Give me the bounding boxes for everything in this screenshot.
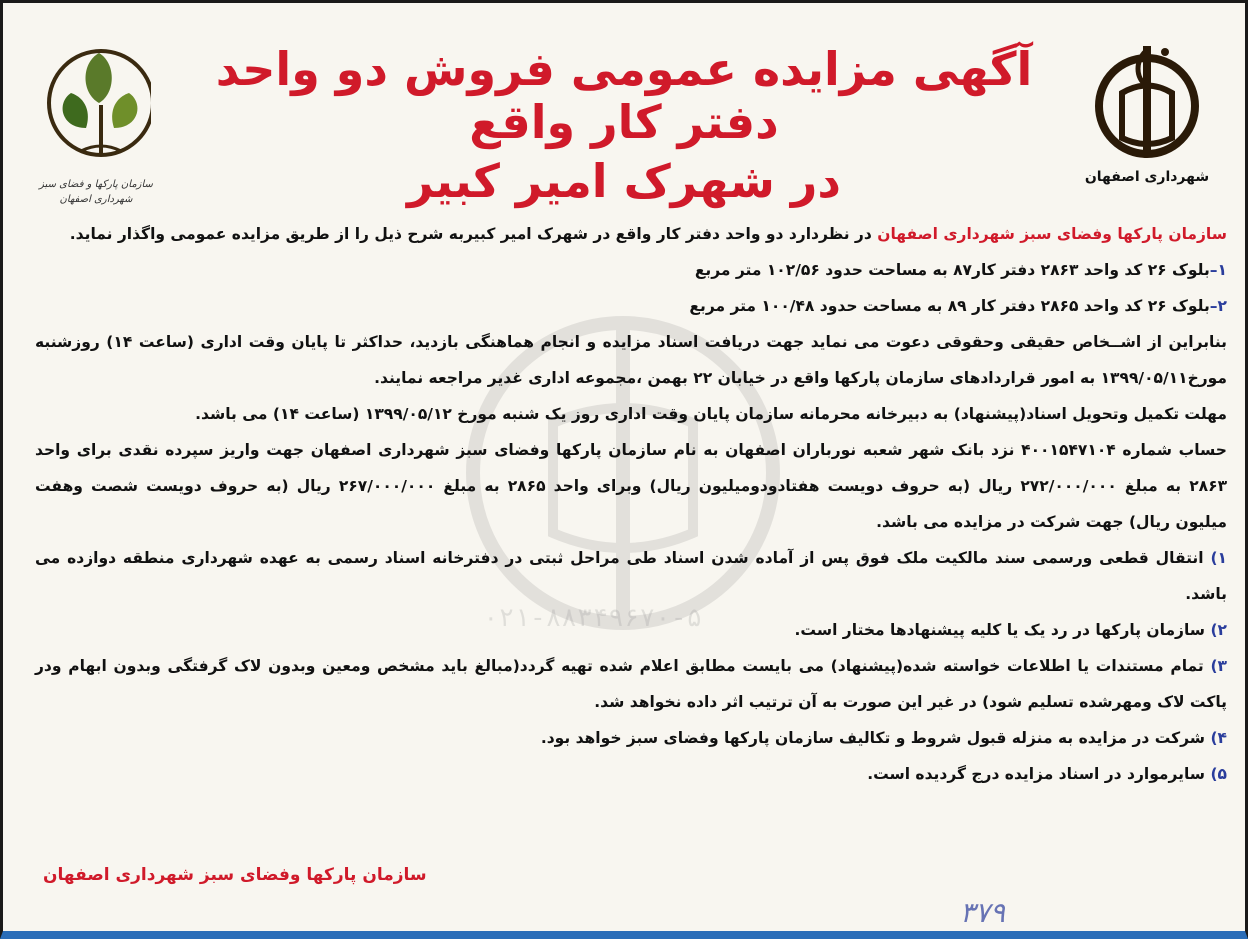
item-number: ۲– — [1209, 297, 1227, 315]
condition-number: ۴) — [1210, 729, 1227, 747]
header — [23, 13, 1225, 218]
logo-left-caption-2: شهرداری اصفهان — [59, 194, 133, 205]
condition-text: شرکت در مزایده به منزله قبول شروط و تکالیف سازمان پارکها وفضای سبز خواهد بود. — [540, 729, 1211, 747]
bank-account-paragraph: حساب شماره ۴۰۰۱۵۴۷۱۰۴ نزد بانک شهر شعبه نورباران اصفهان به نام سازمان پارکها وفضای سبز شهرداری اصفهان جهت واریز سپرده نقدی برای واحد ۲۸۶۳ به مبلغ ۲۷۲/۰۰۰/۰۰۰ ریال (به حروف دویست هفتادودومیلیون ریال) وبرای واحد ۲۸۶۵ به مبلغ ۲۶۷/۰۰۰/۰۰۰ ریال (به حروف دویست شصت وهفت میلیون ریال) جهت شرکت در مزایده می باشد. — [35, 441, 1228, 531]
municipality-emblem-icon — [1087, 38, 1207, 163]
condition-item — [35, 720, 1227, 756]
condition-number: ۳) — [1210, 657, 1227, 675]
condition-item — [35, 648, 1227, 720]
signature: سازمان پارکها وفضای سبز شهرداری اصفهان — [43, 865, 427, 885]
item-text: بلوک ۲۶ کد واحد ۲۸۶۵ دفتر کار ۸۹ به مساحت حدود ۱۰۰/۴۸ متر مربع — [689, 297, 1210, 315]
item-text: بلوک ۲۶ کد واحد ۲۸۶۳ دفتر کار۸۷ به مساحت حدود ۱۰۲/۵۶ متر مربع — [694, 261, 1210, 279]
condition-item — [35, 612, 1227, 648]
condition-number: ۱) — [1210, 549, 1227, 567]
list-item — [35, 288, 1227, 324]
leaf-logo-icon — [41, 23, 151, 173]
condition-item — [35, 540, 1227, 612]
logo-left-caption-1: سازمان پارکها و فضای سبز — [39, 179, 153, 190]
watermark-phone: ۰۲۱-۸۸۳۴۹۶۷۰-۵ — [483, 603, 703, 633]
title-line-1: آگهی مزایده عمومی فروش دو واحد دفتر کار واقع — [215, 42, 1033, 149]
condition-text: انتقال قطعی ورسمی سند مالکیت ملک فوق پس از آماده شدن اسناد طی مراحل ثبتی در دفترخانه اسناد رسمی به عهده شهرداری منطقه دوازده می باشد. — [35, 549, 1227, 603]
item-number: ۱– — [1209, 261, 1227, 279]
condition-text: سایرموارد در اسناد مزایده درج گردیده است. — [867, 765, 1211, 783]
deadline-paragraph: مهلت تکمیل وتحویل اسناد(پیشنهاد) به دبیرخانه محرمانه سازمان پایان وقت اداری روز یک شنبه مورخ ۱۳۹۹/۰۵/۱۲ (ساعت ۱۴) می باشد. — [195, 405, 1227, 423]
page-title — [183, 43, 1065, 208]
intro-paragraph — [35, 216, 1227, 252]
logo-right-caption: شهرداری اصفهان — [1084, 169, 1210, 185]
title-line-2: در شهرک امیر کبیر — [406, 153, 841, 208]
organization-name: سازمان پارکها وفضای سبز شهرداری اصفهان — [877, 225, 1227, 243]
condition-number: ۵) — [1210, 765, 1227, 783]
condition-text: سازمان پارکها در رد یک یا کلیه پیشنهادها مختار است. — [794, 621, 1211, 639]
condition-text: تمام مستندات یا اطلاعات خواسته شده(پیشنهاد) می بایست مطابق اعلام شده تهیه گردد(مبالغ باید مشخص ومعین وبدون لاک گرفتگی وبدون ابهام ودر پاکت لاک ومهرشده تسلیم شود) در غیر این صورت به آن ترتیب اثر داده نخواهد شد. — [35, 657, 1227, 711]
advertisement-body — [35, 216, 1227, 891]
list-item — [35, 252, 1227, 288]
intro-text: در نظردارد دو واحد دفتر کار واقع در شهرک امیر کبیربه شرح ذیل را از طریق مزایده عمومی واگذار نماید. — [69, 225, 878, 243]
condition-item — [35, 756, 1227, 792]
invitation-paragraph: بنابراین از اشــخاص حقیقی وحقوقی دعوت می نماید جهت دریافت اسناد مزایده و انجام هماهنگی بازدید، حداکثر تا پایان وقت اداری (ساعت ۱۴) روزشنبه مورخ۱۳۹۹/۰۵/۱۱ به امور قراردادهای سازمان پارکها واقع در خیابان ۲۲ بهمن ،مجموعه اداری غدیر مراجعه نمایند. — [35, 333, 1227, 387]
isfahan-municipality-logo — [1077, 38, 1217, 213]
condition-number: ۲) — [1210, 621, 1227, 639]
handwritten-number: ۳۷۹ — [959, 896, 1005, 929]
